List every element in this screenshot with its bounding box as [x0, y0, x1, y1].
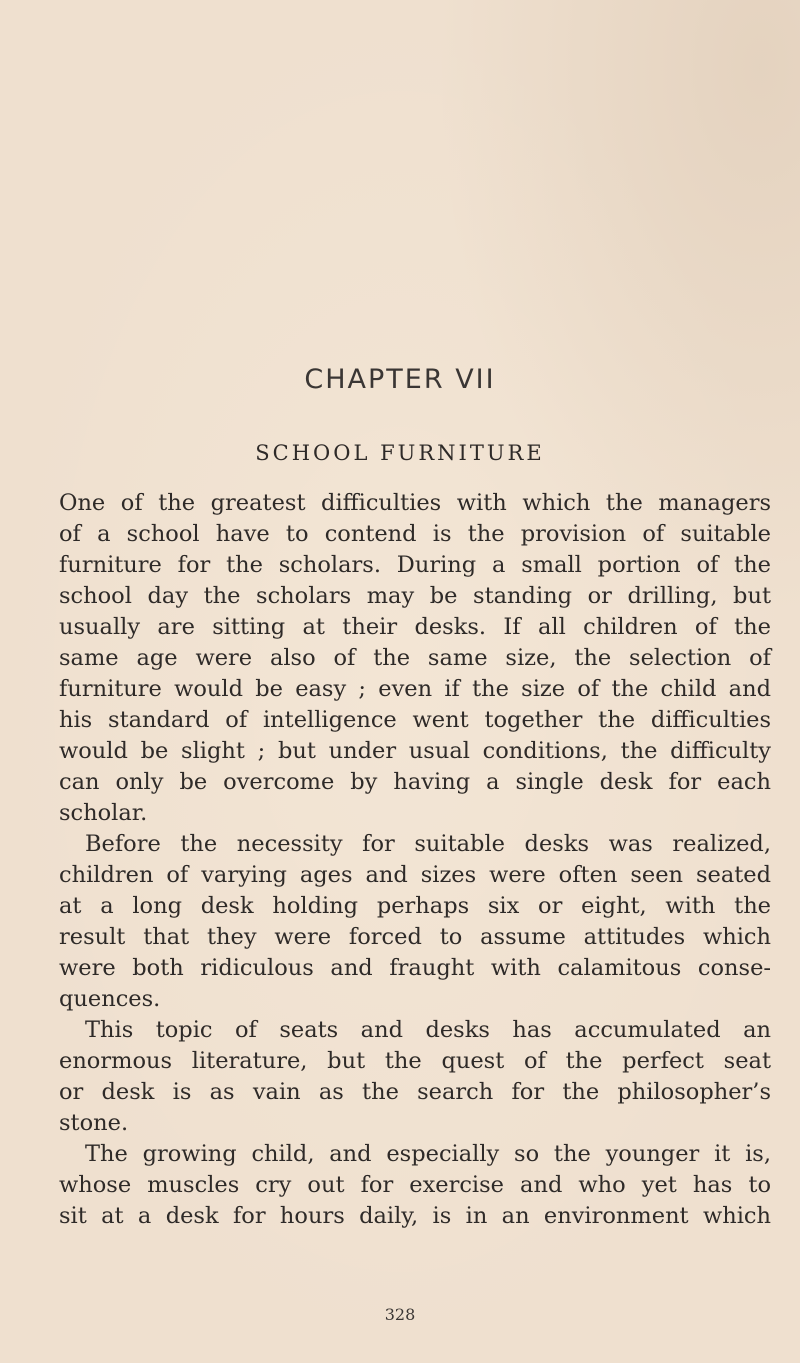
text-line: can only be overcome by having a single desk for each: [59, 769, 771, 795]
text-line: children of varying ages and sizes were often seen seated: [59, 862, 771, 888]
text-line: or desk is as vain as the search for the philosopher’s: [59, 1079, 771, 1105]
section-title: SCHOOL FURNITURE: [255, 441, 545, 465]
text-line: One of the greatest difficulties with which the managers: [59, 490, 771, 516]
text-line: furniture would be easy ; even if the size of the child and: [59, 676, 771, 702]
text-line: enormous literature, but the quest of the perfect seat: [59, 1048, 771, 1074]
text-line: stone.: [59, 1110, 129, 1136]
text-line: usually are sitting at their desks. If all children of the: [59, 614, 771, 640]
text-line: scholar.: [59, 800, 148, 826]
text-line: whose muscles cry out for exercise and who yet has to: [59, 1172, 771, 1198]
text-line: same age were also of the same size, the selection of: [59, 645, 771, 671]
text-line: of a school have to contend is the provision of suitable: [59, 521, 771, 547]
text-line: Before the necessity for suitable desks was realized,: [85, 831, 771, 857]
body-text: [59, 488, 771, 1232]
text-line: furniture for the scholars. During a small portion of the: [59, 552, 771, 578]
text-line: were both ridiculous and fraught with calamitous conse-: [59, 955, 771, 981]
text-line: his standard of intelligence went together the difficulties: [59, 707, 771, 733]
text-line: would be slight ; but under usual conditions, the difficulty: [59, 738, 771, 764]
text-line: sit at a desk for hours daily, is in an environment which: [59, 1203, 771, 1229]
chapter-heading: CHAPTER VII: [304, 364, 496, 395]
text-line: quences.: [59, 986, 161, 1012]
text-line: school day the scholars may be standing or drilling, but: [59, 583, 771, 609]
text-line: This topic of seats and desks has accumulated an: [85, 1017, 771, 1043]
text-line: at a long desk holding perhaps six or eight, with the: [59, 893, 771, 919]
text-line: result that they were forced to assume attitudes which: [59, 924, 771, 950]
text-line: The growing child, and especially so the younger it is,: [85, 1141, 771, 1167]
page-number: 328: [384, 1305, 416, 1324]
